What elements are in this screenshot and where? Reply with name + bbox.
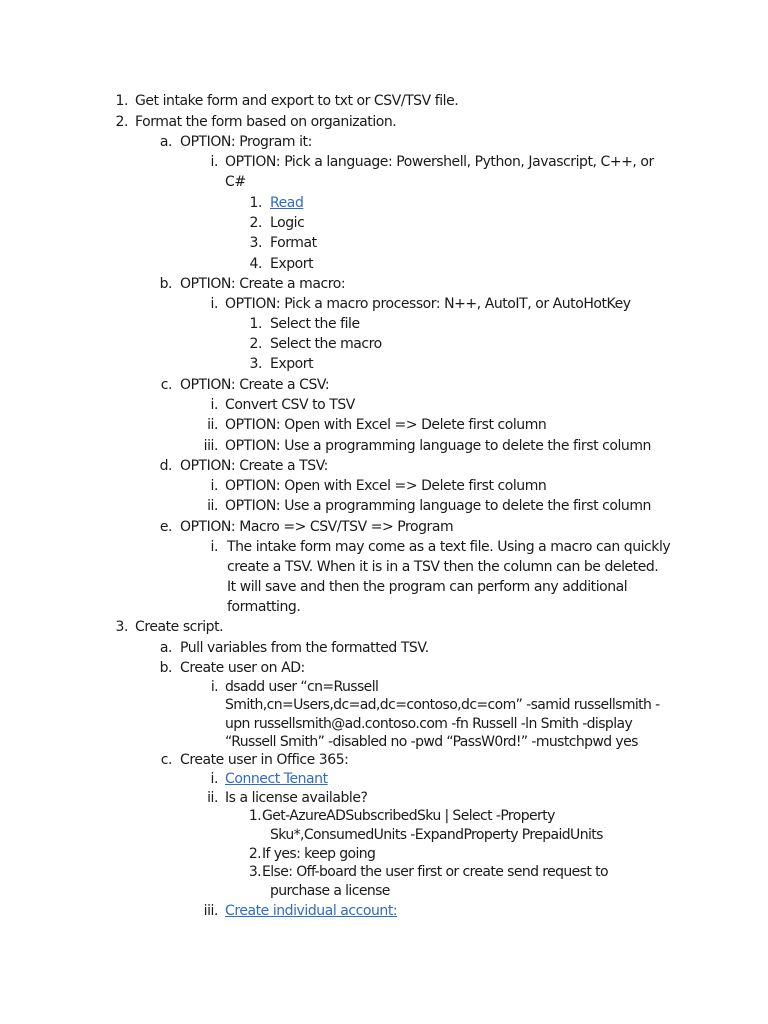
list-text: Logic — [270, 215, 305, 231]
list-marker: ii. — [207, 417, 218, 433]
list-text: dsadd user “cn=Russell — [225, 679, 379, 695]
list-marker: a. — [159, 134, 172, 150]
list-marker: 4. — [249, 256, 262, 272]
list-text: formatting. — [227, 599, 301, 615]
list-marker: e. — [159, 519, 172, 535]
list-text: OPTION: Open with Excel => Delete first column — [225, 417, 547, 433]
read-link[interactable]: Read — [270, 195, 304, 211]
list-text: Pull variables from the formatted TSV. — [180, 640, 429, 656]
list-marker: 2. — [249, 215, 262, 231]
list-marker: 2. — [249, 336, 262, 352]
list-marker: c. — [160, 752, 172, 768]
list-marker: i. — [210, 679, 218, 695]
list-marker: i. — [210, 771, 218, 787]
list-text: OPTION: Pick a language: Powershell, Python, Javascript, C++, or — [225, 154, 654, 170]
list-text: Is a license available? — [225, 790, 368, 806]
list-marker: 3. — [248, 864, 261, 880]
list-text: Select the file — [270, 316, 360, 332]
list-text: OPTION: Create a TSV: — [180, 458, 328, 474]
list-marker: i. — [210, 397, 218, 413]
list-text: Smith,cn=Users,dc=ad,dc=contoso,dc=com” -samid russellsmith - — [225, 697, 660, 713]
list-text: purchase a license — [270, 883, 390, 899]
list-text: OPTION: Pick a macro processor: N++, AutoIT, or AutoHotKey — [225, 296, 631, 312]
list-marker: 2. — [248, 846, 261, 862]
list-text: Create script. — [135, 619, 224, 635]
list-text: create a TSV. When it is in a TSV then the column can be deleted. — [227, 559, 659, 575]
list-text: Sku*,ConsumedUnits -ExpandProperty PrepaidUnits — [270, 827, 603, 843]
list-text: Format — [270, 235, 317, 251]
list-marker: b. — [159, 276, 172, 292]
list-marker: iii. — [203, 438, 218, 454]
list-text: C# — [225, 174, 246, 190]
list-text: “Russell Smith” -disabled no -pwd “PassW0rd!” -mustchpwd yes — [225, 734, 638, 750]
list-marker: i. — [210, 154, 218, 170]
list-marker: 1. — [249, 316, 262, 332]
list-text: OPTION: Use a programming language to delete the first column — [225, 438, 651, 454]
list-text: Format the form based on organization. — [135, 114, 397, 130]
list-marker: iii. — [203, 903, 218, 919]
list-text: OPTION: Program it: — [180, 134, 312, 150]
list-marker: i. — [210, 478, 218, 494]
list-text: OPTION: Create a CSV: — [180, 377, 330, 393]
list-text: Create user on AD: — [180, 660, 305, 676]
list-text: upn russellsmith@ad.contoso.com -fn Russell -ln Smith -display — [225, 716, 633, 732]
list-marker: a. — [159, 640, 172, 656]
list-marker: d. — [159, 458, 172, 474]
list-marker: i. — [210, 539, 218, 555]
list-marker: b. — [159, 660, 172, 676]
list-marker: 2. — [115, 114, 128, 130]
list-text: Select the macro — [270, 336, 382, 352]
list-text: It will save and then the program can perform any additional — [227, 579, 628, 595]
list-marker: ii. — [207, 498, 218, 514]
list-text: Export — [270, 256, 314, 272]
list-marker: 3. — [249, 235, 262, 251]
list-text: Else: Off-board the user first or create send request to — [262, 864, 608, 880]
list-marker: 1. — [248, 808, 261, 824]
list-text: OPTION: Macro => CSV/TSV => Program — [180, 519, 454, 535]
list-text: If yes: keep going — [262, 846, 376, 862]
list-marker: i. — [210, 296, 218, 312]
list-marker: 1. — [115, 93, 128, 109]
list-text: Create user in Office 365: — [180, 752, 349, 768]
list-text: OPTION: Create a macro: — [180, 276, 346, 292]
list-marker: 3. — [249, 356, 262, 372]
list-text: Get intake form and export to txt or CSV/TSV file. — [135, 93, 459, 109]
list-marker: c. — [160, 377, 172, 393]
list-text: OPTION: Open with Excel => Delete first column — [225, 478, 547, 494]
list-text: Export — [270, 356, 314, 372]
list-text: Convert CSV to TSV — [225, 397, 355, 413]
connect-tenant-link[interactable]: Connect Tenant — [225, 771, 328, 787]
list-marker: 3. — [115, 619, 128, 635]
list-marker: ii. — [207, 790, 218, 806]
list-text: Get-AzureADSubscribedSku | Select -Property — [262, 808, 555, 824]
list-text: OPTION: Use a programming language to delete the first column — [225, 498, 651, 514]
list-text: The intake form may come as a text file. Using a macro can quickly — [227, 539, 671, 555]
list-marker: 1. — [249, 195, 262, 211]
create-individual-account-link[interactable]: Create individual account: — [225, 903, 398, 919]
